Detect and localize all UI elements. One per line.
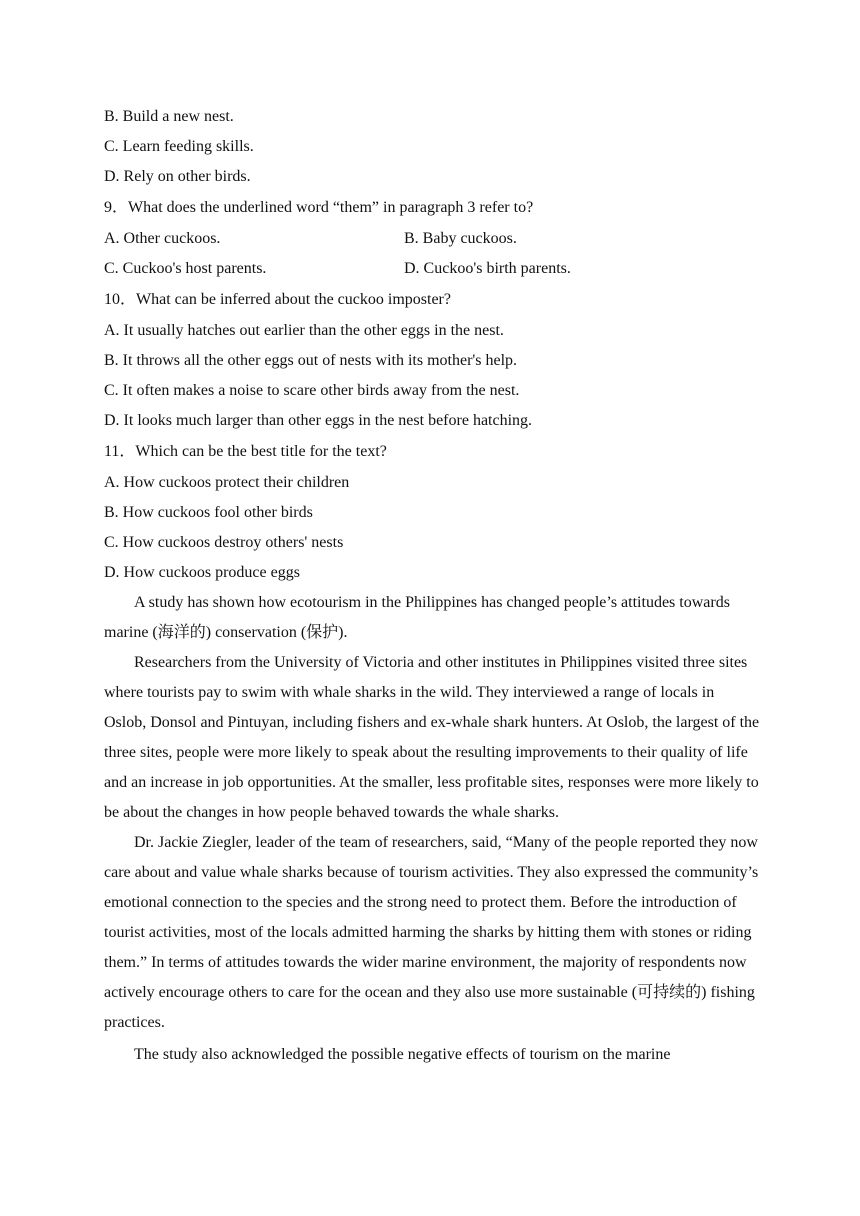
q8-option-b: B. Build a new nest. <box>104 108 234 125</box>
page-content <box>104 102 760 1070</box>
passage-paragraph-3: Dr. Jackie Ziegler, leader of the team of researchers, said, “Many of the people reported they now care about and value whale sharks because of tourism activities. They also expressed the community’s emotional connection to the species and the strong need to protect them. Before the introduction of tourist activities, most of the locals admitted harming the sharks by hitting them with stones or riding them.” In terms of attitudes towards the wider marine environment, the majority of respondents now actively encourage others to care for the ocean and they also use more sustainable (可持续的) fishing practices. <box>104 834 759 1031</box>
q9-option-a: A. Other cuckoos. <box>104 230 221 247</box>
q9-options-row-2 <box>104 254 760 284</box>
q11-option-d: D. How cuckoos produce eggs <box>104 564 300 581</box>
q11-option-c: C. How cuckoos destroy others' nests <box>104 534 344 551</box>
question-9 <box>104 192 760 284</box>
q9-stem: 9．What does the underlined word “them” in paragraph 3 refer to? <box>104 199 534 216</box>
q9-options-row-1 <box>104 224 760 254</box>
q9-option-b: B. Baby cuckoos. <box>404 230 517 247</box>
passage-paragraph-4: The study also acknowledged the possible negative effects of tourism on the marine <box>134 1046 671 1063</box>
q10-option-a: A. It usually hatches out earlier than the other eggs in the nest. <box>104 322 504 339</box>
q10-option-c: C. It often makes a noise to scare other birds away from the nest. <box>104 382 520 399</box>
q9-option-d: D. Cuckoo's birth parents. <box>404 260 571 277</box>
q11-stem: 11．Which can be the best title for the text? <box>104 443 387 460</box>
reading-passage <box>104 588 760 1070</box>
q11-option-a: A. How cuckoos protect their children <box>104 474 350 491</box>
q8-option-c: C. Learn feeding skills. <box>104 138 254 155</box>
question-10 <box>104 284 760 436</box>
q10-option-d: D. It looks much larger than other eggs in the nest before hatching. <box>104 412 533 429</box>
question-11 <box>104 436 760 588</box>
passage-paragraph-1: A study has shown how ecotourism in the Philippines has changed people’s attitudes towards marine (海洋的) conservation (保护). <box>104 594 730 641</box>
q9-option-c: C. Cuckoo's host parents. <box>104 260 267 277</box>
q10-stem: 10．What can be inferred about the cuckoo imposter? <box>104 291 451 308</box>
q11-option-b: B. How cuckoos fool other birds <box>104 504 313 521</box>
q10-option-b: B. It throws all the other eggs out of nests with its mother's help. <box>104 352 518 369</box>
q8-option-d: D. Rely on other birds. <box>104 168 251 185</box>
passage-paragraph-2: Researchers from the University of Victoria and other institutes in Philippines visited three sites where tourists pay to swim with whale sharks in the wild. They interviewed a range of locals in Oslob, Donsol and Pintuyan, including fishers and ex-whale shark hunters. At Oslob, the largest of the three sites, people were more likely to speak about the resulting improvements to their quality of life and an increase in job opportunities. At the smaller, less profitable sites, responses were more likely to be about the changes in how people behaved towards the whale sharks. <box>104 654 760 821</box>
q8-options <box>104 102 760 192</box>
